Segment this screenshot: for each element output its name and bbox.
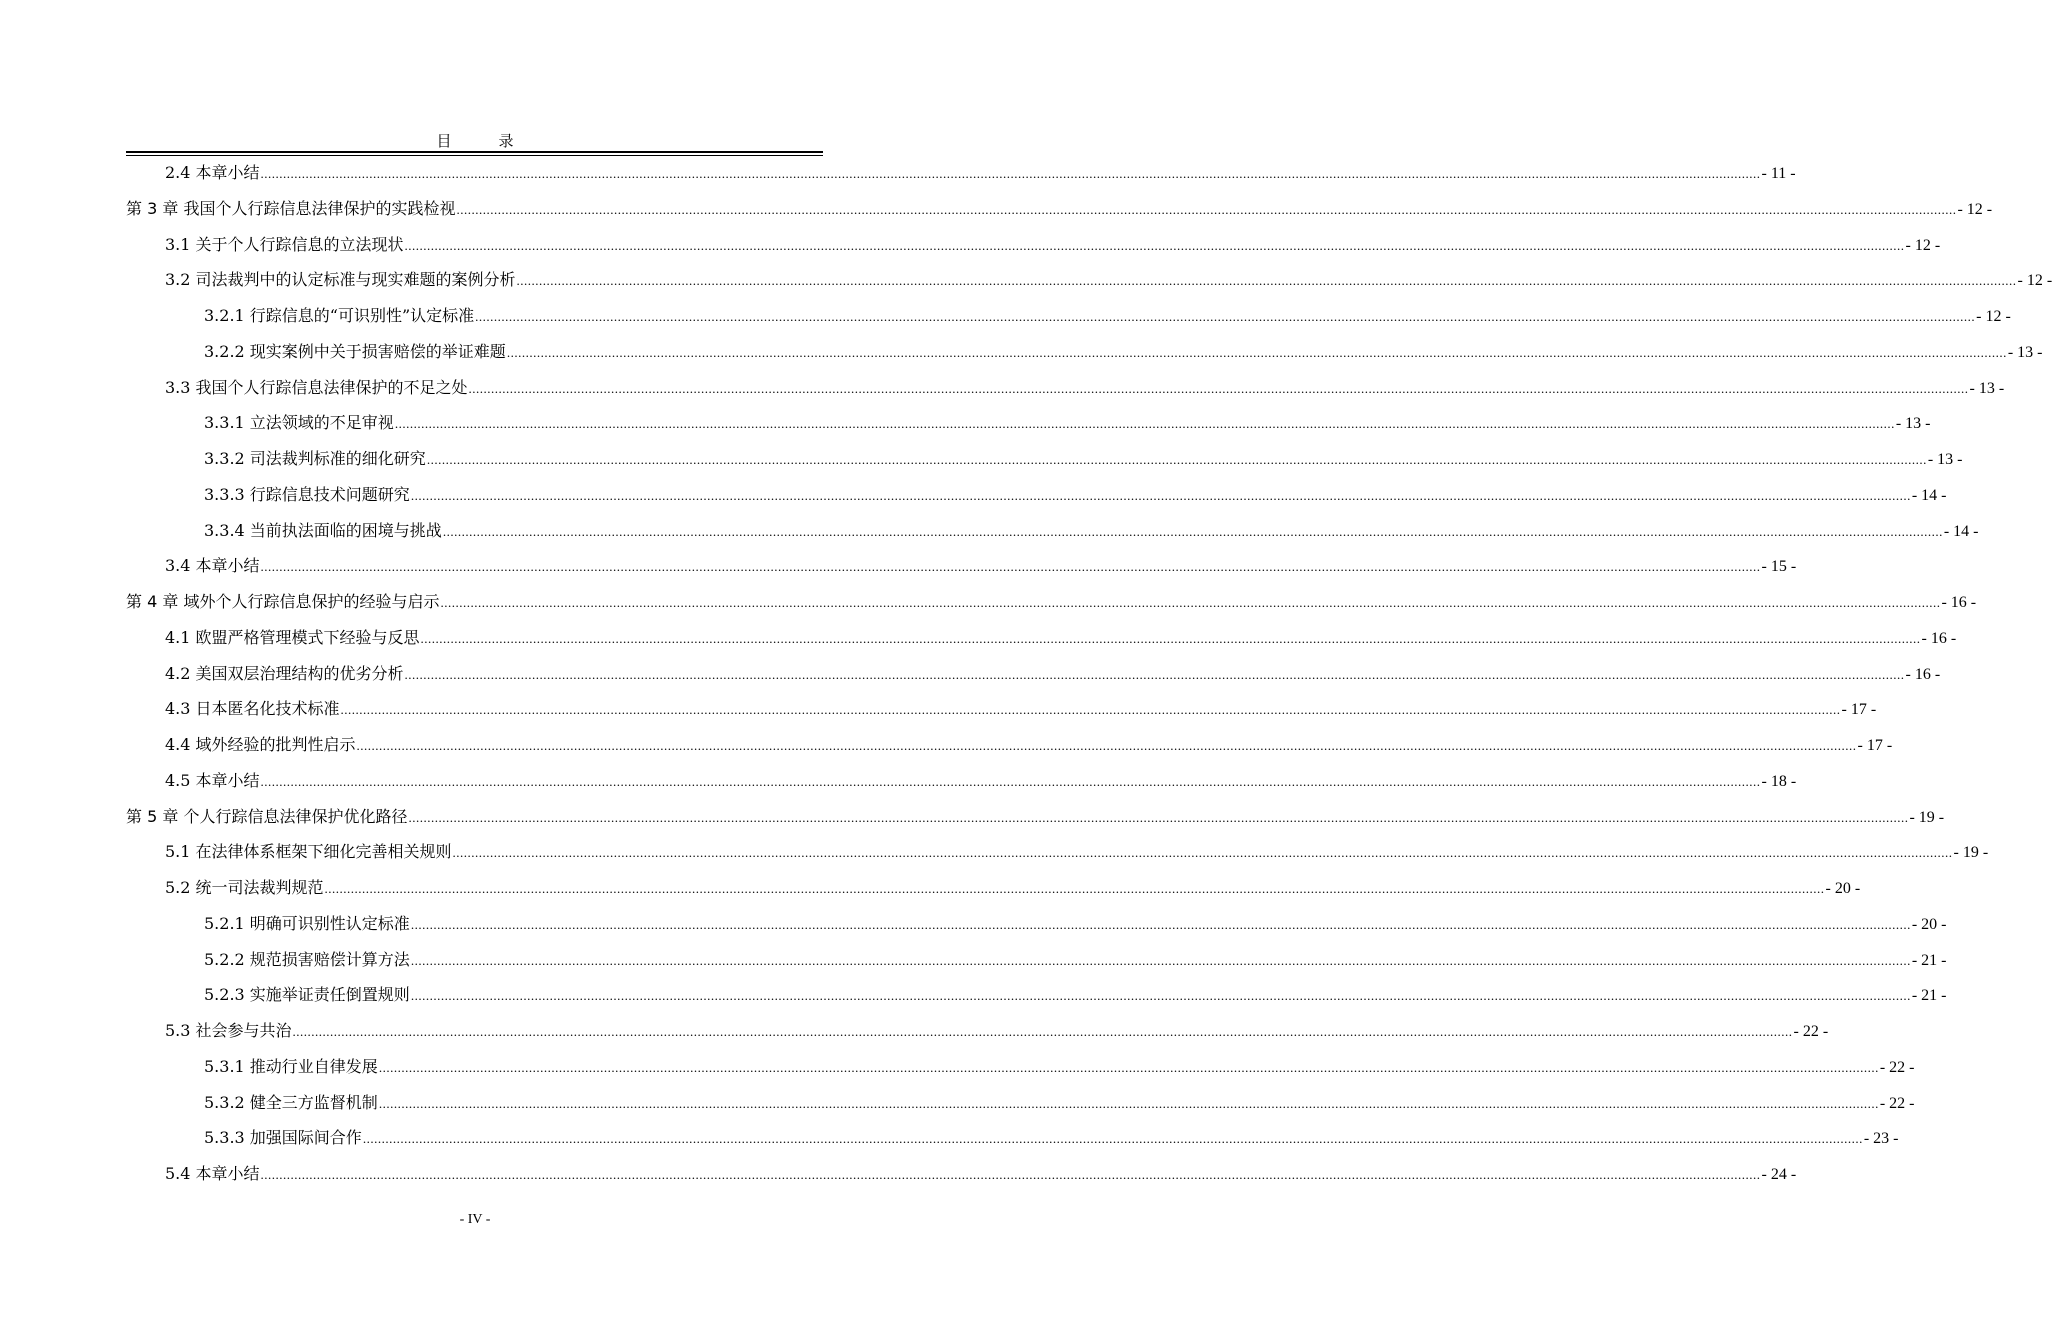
dot-leader: ................................................................................................................................................................................................................................................................................................................................................................................................................ [260, 773, 1761, 789]
toc-entry-title: 5.2.1 明确可识别性认定标准 [204, 913, 410, 933]
toc-entry-title: 4.5 本章小结 [165, 770, 260, 790]
toc-entry-title: 2.4 本章小结 [165, 163, 260, 182]
toc-section-entry[interactable] [165, 836, 1989, 868]
toc-chapter-entry[interactable] [126, 193, 1993, 225]
dot-leader: ................................................................................................................................................................................................................................................................................................................................................................................................................ [378, 1095, 1879, 1111]
dot-leader: ................................................................................................................................................................................................................................................................................................................................................................................................................ [516, 273, 2017, 289]
dot-leader: ................................................................................................................................................................................................................................................................................................................................................................................................................ [468, 380, 1969, 396]
toc-entry-page-number: - 18 - [1761, 772, 1797, 790]
page-number: - IV - [459, 1212, 491, 1227]
dot-leader: ................................................................................................................................................................................................................................................................................................................................................................................................................ [475, 309, 1976, 324]
toc-section-entry[interactable] [165, 622, 1957, 654]
toc-section-entry[interactable] [165, 264, 2052, 296]
toc-entry-page-number: - 22 - [1879, 1058, 1915, 1076]
toc-entry-page-number: - 12 - [1905, 236, 1941, 254]
toc-section-entry[interactable] [204, 944, 1947, 976]
toc-entry-page-number: - 17 - [1857, 737, 1893, 754]
dot-leader: ................................................................................................................................................................................................................................................................................................................................................................................................................ [378, 1059, 1879, 1075]
toc-entry-page-number: - 20 - [1911, 915, 1947, 933]
toc-entry-title: 3.3.3 行踪信息技术问题研究 [204, 484, 410, 504]
toc-entry-title: 5.3.1 推动行业自律发展 [204, 1056, 378, 1076]
toc-entry-page-number: - 23 - [1863, 1130, 1899, 1148]
toc-entry-title: 3.3.4 当前执法面临的困境与挑战 [204, 520, 442, 540]
dot-leader: ................................................................................................................................................................................................................................................................................................................................................................................................................ [404, 237, 1905, 253]
toc-entry-title: 3.2.2 现实案例中关于损害赔偿的举证难题 [204, 341, 506, 361]
dot-leader: ................................................................................................................................................................................................................................................................................................................................................................................................................ [442, 523, 1943, 539]
toc-section-entry[interactable] [204, 1051, 1915, 1083]
toc-header-title: 目 录 [436, 132, 530, 150]
toc-section-entry[interactable] [204, 908, 1947, 940]
toc-entry-page-number: - 14 - [1911, 486, 1947, 504]
toc-entry-title: 5.2.2 规范损害赔偿计算方法 [204, 949, 410, 969]
toc-section-entry[interactable] [165, 729, 1893, 761]
toc-entry-page-number: - 12 - [2017, 272, 2052, 290]
toc-section-entry[interactable] [204, 407, 1931, 439]
dot-leader: ................................................................................................................................................................................................................................................................................................................................................................................................................ [408, 809, 1909, 825]
toc-entry-title: 3.3.2 司法裁判标准的细化研究 [204, 449, 426, 468]
dot-leader: ................................................................................................................................................................................................................................................................................................................................................................................................................ [426, 452, 1927, 467]
toc-entry-page-number: - 13 - [1969, 379, 2005, 397]
toc-entry-page-number: - 17 - [1841, 701, 1877, 719]
dot-leader: ................................................................................................................................................................................................................................................................................................................................................................................................................ [340, 702, 1841, 718]
toc-chapter-entry[interactable] [126, 586, 1977, 618]
toc-entry-page-number: - 12 - [1976, 308, 2011, 325]
toc-section-entry[interactable] [204, 479, 1947, 511]
toc-section-entry[interactable] [204, 1122, 1899, 1154]
toc-chapter-entry[interactable] [126, 801, 1945, 833]
toc-entry-title: 5.1 在法律体系框架下细化完善相关规则 [165, 842, 452, 862]
toc-entry-title: 3.2.1 行踪信息的“可识别性”认定标准 [204, 306, 475, 325]
dot-leader: ................................................................................................................................................................................................................................................................................................................................................................................................................ [324, 881, 1825, 896]
toc-entry-page-number: - 15 - [1761, 558, 1797, 576]
dot-leader: ................................................................................................................................................................................................................................................................................................................................................................................................................ [410, 952, 1911, 968]
dot-leader: ................................................................................................................................................................................................................................................................................................................................................................................................................ [260, 166, 1761, 181]
toc-entry-page-number: - 21 - [1911, 987, 1947, 1005]
toc-entry-title: 5.3 社会参与共治 [165, 1021, 292, 1040]
dot-leader: ................................................................................................................................................................................................................................................................................................................................................................................................................ [356, 738, 1857, 753]
toc-entry-title: 3.3.1 立法领域的不足审视 [204, 413, 394, 433]
toc-section-entry[interactable] [204, 515, 1979, 547]
dot-leader: ................................................................................................................................................................................................................................................................................................................................................................................................................ [506, 344, 2007, 360]
dot-leader: ................................................................................................................................................................................................................................................................................................................................................................................................................ [404, 666, 1905, 682]
toc-section-entry[interactable] [165, 872, 1861, 904]
header-rule-thin [126, 155, 823, 156]
toc-entry-title: 第 3 章 我国个人行踪信息法律保护的实践检视 [126, 198, 456, 218]
dot-leader: ................................................................................................................................................................................................................................................................................................................................................................................................................ [394, 416, 1895, 432]
dot-leader: ................................................................................................................................................................................................................................................................................................................................................................................................................ [440, 595, 1941, 610]
dot-leader: ................................................................................................................................................................................................................................................................................................................................................................................................................ [456, 201, 1957, 217]
toc-entry-title: 3.1 关于个人行踪信息的立法现状 [165, 234, 404, 254]
toc-entry-title: 4.4 域外经验的批判性启示 [165, 735, 356, 754]
dot-leader: ................................................................................................................................................................................................................................................................................................................................................................................................................ [362, 1131, 1863, 1147]
toc-entry-title: 第 4 章 域外个人行踪信息保护的经验与启示 [126, 592, 440, 611]
toc-entry-page-number: - 16 - [1921, 629, 1957, 647]
toc-entry-page-number: - 24 - [1761, 1166, 1797, 1183]
toc-section-entry[interactable] [165, 1158, 1797, 1190]
toc-entry-title: 第 5 章 个人行踪信息法律保护优化路径 [126, 806, 408, 826]
toc-entry-page-number: - 11 - [1761, 165, 1796, 182]
toc-entry-title: 3.2 司法裁判中的认定标准与现实难题的案例分析 [165, 270, 516, 290]
toc-entry-page-number: - 14 - [1943, 522, 1979, 540]
toc-entry-title: 5.4 本章小结 [165, 1164, 260, 1183]
toc-entry-page-number: - 16 - [1941, 594, 1977, 611]
toc-section-entry[interactable] [204, 336, 2043, 368]
toc-entry-page-number: - 19 - [1909, 808, 1945, 826]
toc-section-entry[interactable] [165, 658, 1941, 690]
toc-entry-title: 3.4 本章小结 [165, 556, 260, 576]
dot-leader: ................................................................................................................................................................................................................................................................................................................................................................................................................ [452, 845, 1953, 861]
toc-section-entry[interactable] [165, 550, 1797, 582]
dot-leader: ................................................................................................................................................................................................................................................................................................................................................................................................................ [410, 916, 1911, 932]
toc-entry-title: 5.2.3 实施举证责任倒置规则 [204, 985, 410, 1005]
toc-entry-page-number: - 19 - [1953, 844, 1989, 862]
toc-section-entry[interactable] [165, 693, 1877, 725]
toc-section-entry[interactable] [204, 979, 1947, 1011]
dot-leader: ................................................................................................................................................................................................................................................................................................................................................................................................................ [260, 1167, 1761, 1182]
toc-entry-page-number: - 22 - [1793, 1023, 1829, 1040]
toc-entry-page-number: - 22 - [1879, 1094, 1915, 1112]
toc-entry-title: 5.3.2 健全三方监督机制 [204, 1092, 378, 1112]
dot-leader: ................................................................................................................................................................................................................................................................................................................................................................................................................ [292, 1024, 1793, 1039]
toc-entry-title: 5.2 统一司法裁判规范 [165, 878, 324, 897]
toc-section-entry[interactable] [165, 1015, 1829, 1047]
toc-entry-title: 4.2 美国双层治理结构的优劣分析 [165, 663, 404, 683]
toc-section-entry[interactable] [165, 765, 1797, 797]
toc-section-entry[interactable] [204, 443, 1963, 475]
toc-entry-page-number: - 12 - [1957, 200, 1993, 218]
toc-entry-page-number: - 13 - [1895, 415, 1931, 433]
toc-section-entry[interactable] [165, 372, 2005, 404]
toc-entry-page-number: - 16 - [1905, 665, 1941, 683]
toc-section-entry[interactable] [204, 1087, 1915, 1119]
toc-entry-title: 3.3 我国个人行踪信息法律保护的不足之处 [165, 377, 468, 397]
toc-entry-page-number: - 21 - [1911, 951, 1947, 969]
toc-section-entry[interactable] [204, 300, 2011, 332]
toc-entry-title: 5.3.3 加强国际间合作 [204, 1128, 362, 1148]
toc-entry-title: 4.3 日本匿名化技术标准 [165, 699, 340, 719]
toc-entry-page-number: - 20 - [1825, 880, 1861, 897]
toc-section-entry[interactable] [165, 157, 1796, 189]
header-rule-thick [126, 151, 823, 153]
toc-entry-page-number: - 13 - [1927, 451, 1963, 468]
toc-entry-page-number: - 13 - [2007, 343, 2043, 361]
dot-leader: ................................................................................................................................................................................................................................................................................................................................................................................................................ [410, 988, 1911, 1004]
dot-leader: ................................................................................................................................................................................................................................................................................................................................................................................................................ [410, 487, 1911, 503]
toc-section-entry[interactable] [165, 229, 1941, 261]
dot-leader: ................................................................................................................................................................................................................................................................................................................................................................................................................ [260, 559, 1761, 575]
toc-entry-title: 4.1 欧盟严格管理模式下经验与反思 [165, 627, 420, 647]
dot-leader: ................................................................................................................................................................................................................................................................................................................................................................................................................ [420, 630, 1921, 646]
